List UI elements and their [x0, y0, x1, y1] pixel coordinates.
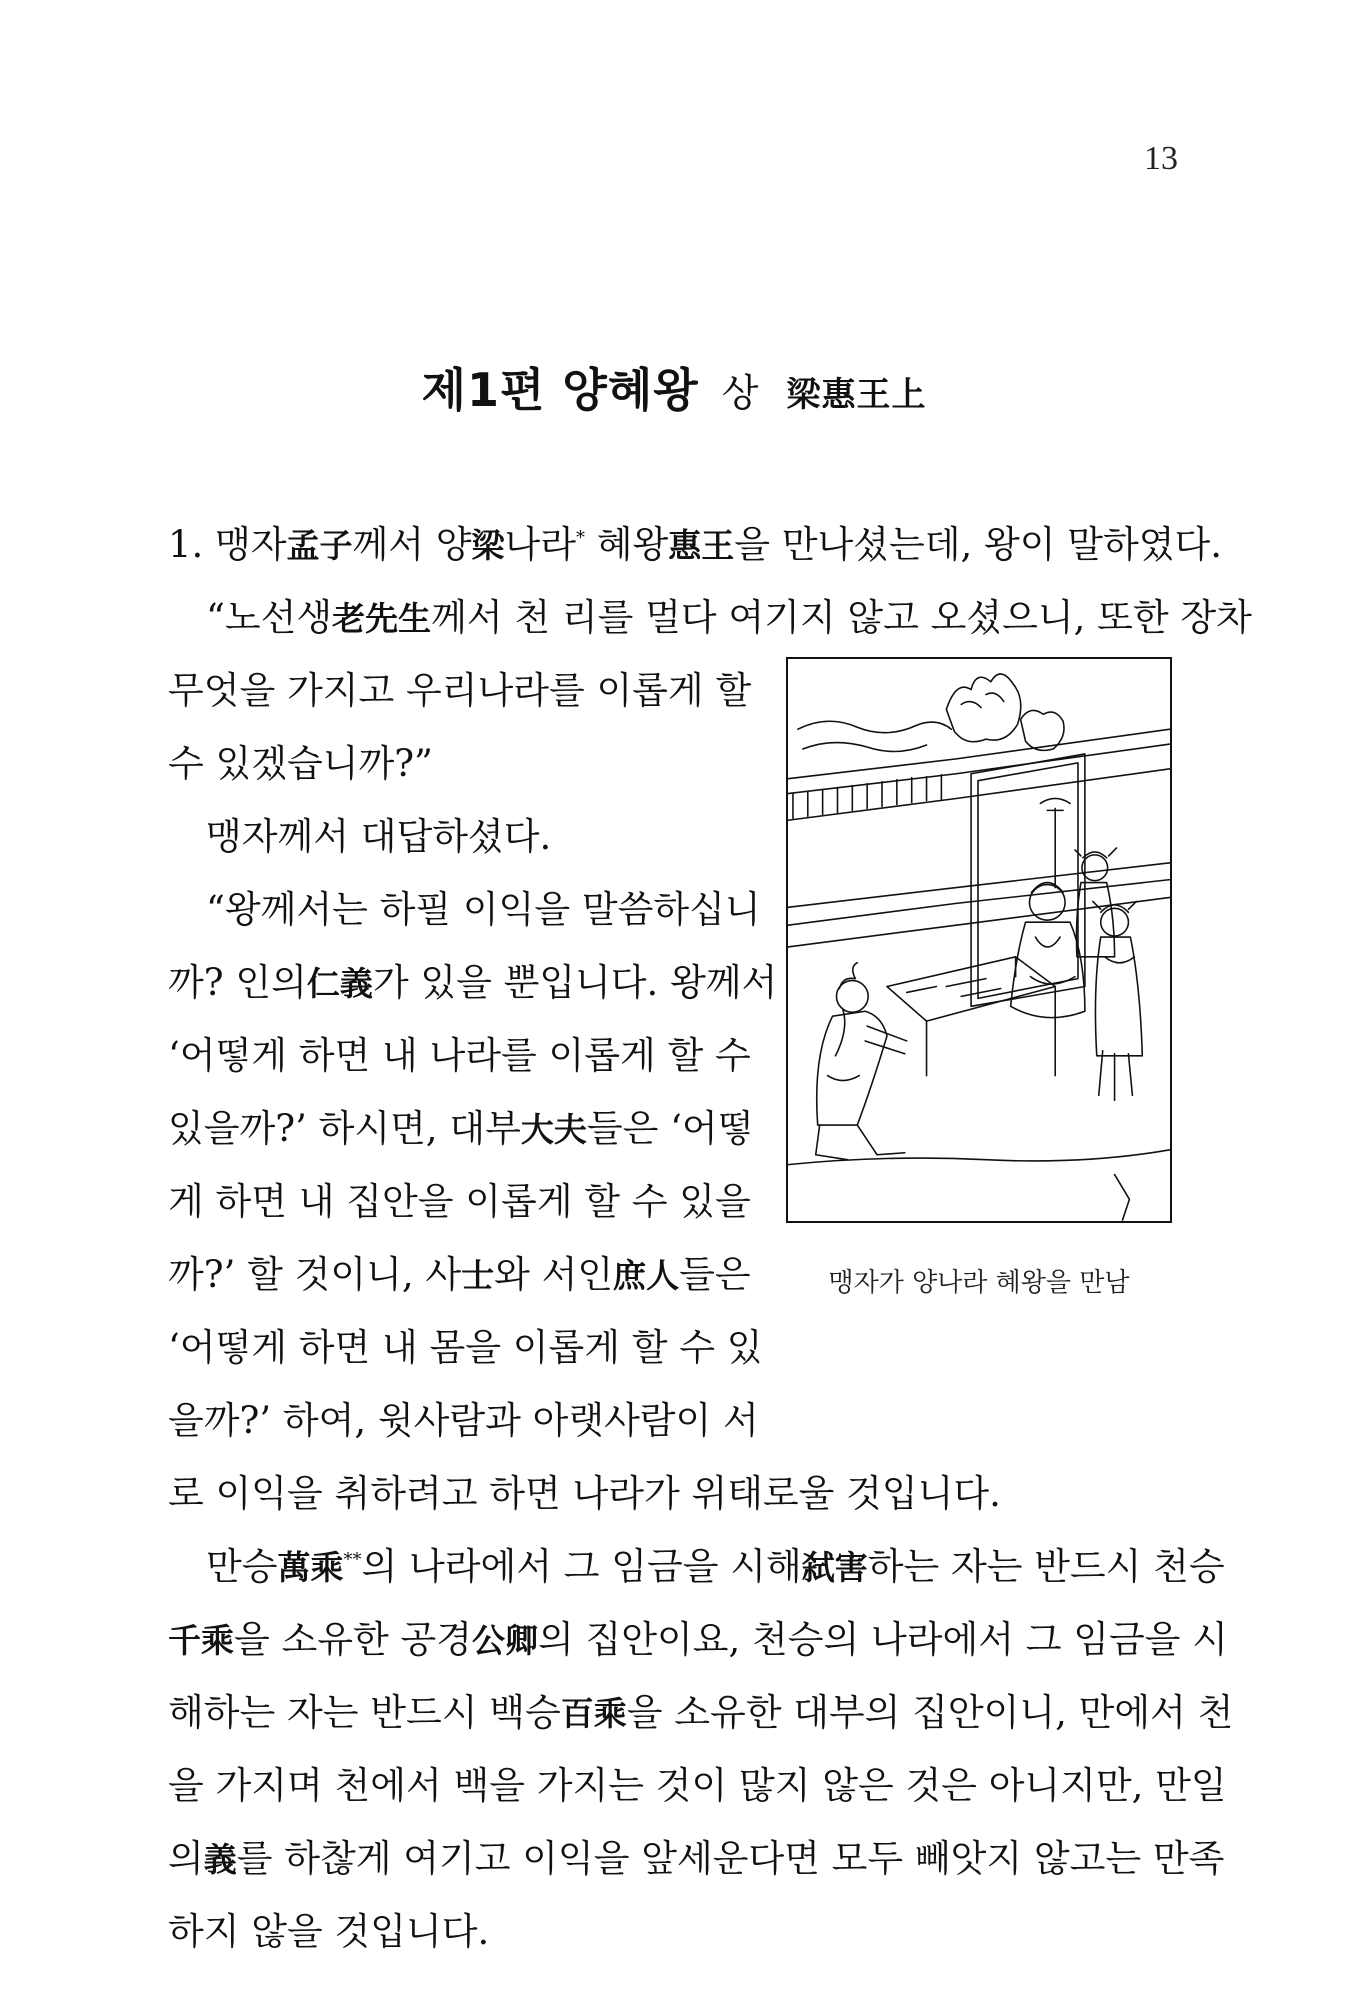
text-line: 수 있겠습니까?”	[168, 742, 433, 785]
text-line: 1. 맹자孟子께서 양梁나라* 혜왕惠王을 만나셨는데, 왕이 말하였다.	[168, 523, 1222, 566]
text-line: 로 이익을 취하려고 하면 나라가 위태로울 것입니다.	[168, 1472, 1001, 1515]
page-number: 13	[1144, 140, 1178, 177]
text-line: 하지 않을 것입니다.	[168, 1910, 490, 1953]
text-line: 까? 인의仁義가 있을 뿐입니다. 왕께서	[168, 961, 778, 1004]
illustration-caption: 맹자가 양나라 혜왕을 만남	[828, 1268, 1130, 1298]
text-line: 을까?’ 하여, 윗사람과 아랫사람이 서	[168, 1399, 759, 1442]
text-line: 만승萬乘**의 나라에서 그 임금을 시해弑害하는 자는 반드시 천승	[206, 1545, 1225, 1588]
text-line: 까?’ 할 것이니, 사士와 서인庶人들은	[168, 1253, 751, 1296]
text-line: 있을까?’ 하시면, 대부大夫들은 ‘어떻	[168, 1107, 754, 1150]
text-line: 을 가지며 천에서 백을 가지는 것이 많지 않은 것은 아니지만, 만일	[168, 1764, 1227, 1807]
text-line: 해하는 자는 반드시 백승百乘을 소유한 대부의 집안이니, 만에서 천	[168, 1691, 1234, 1734]
text-line: 千乘을 소유한 공경公卿의 집안이요, 천승의 나라에서 그 임금을 시	[168, 1618, 1228, 1661]
text-line: 게 하면 내 집안을 이롭게 할 수 있을	[168, 1180, 751, 1223]
chapter-title-main: 제1편 양혜왕	[421, 363, 699, 417]
text-line: “노선생老先生께서 천 리를 멀다 여기지 않고 오셨으니, 또한 장차	[206, 596, 1252, 639]
chapter-title-hanja: 梁惠王上	[786, 375, 927, 415]
text-line: ‘어떻게 하면 내 나라를 이롭게 할 수	[168, 1034, 751, 1077]
illustration-frame	[786, 657, 1172, 1223]
chapter-title-sub: 상	[721, 371, 760, 415]
chapter-title	[0, 354, 1348, 420]
text-line: 맹자께서 대답하셨다.	[206, 815, 552, 858]
mencius-meets-king-illustration	[788, 659, 1170, 1221]
text-line: 무엇을 가지고 우리나라를 이롭게 할	[168, 669, 752, 712]
footnote-marker: *	[576, 527, 586, 549]
footnote-marker: **	[343, 1549, 362, 1571]
text-line: 의義를 하찮게 여기고 이익을 앞세운다면 모두 빼앗지 않고는 만족	[168, 1837, 1225, 1880]
text-line: “왕께서는 하필 이익을 말씀하십니	[206, 888, 761, 931]
text-line: ‘어떻게 하면 내 몸을 이롭게 할 수 있	[168, 1326, 763, 1369]
